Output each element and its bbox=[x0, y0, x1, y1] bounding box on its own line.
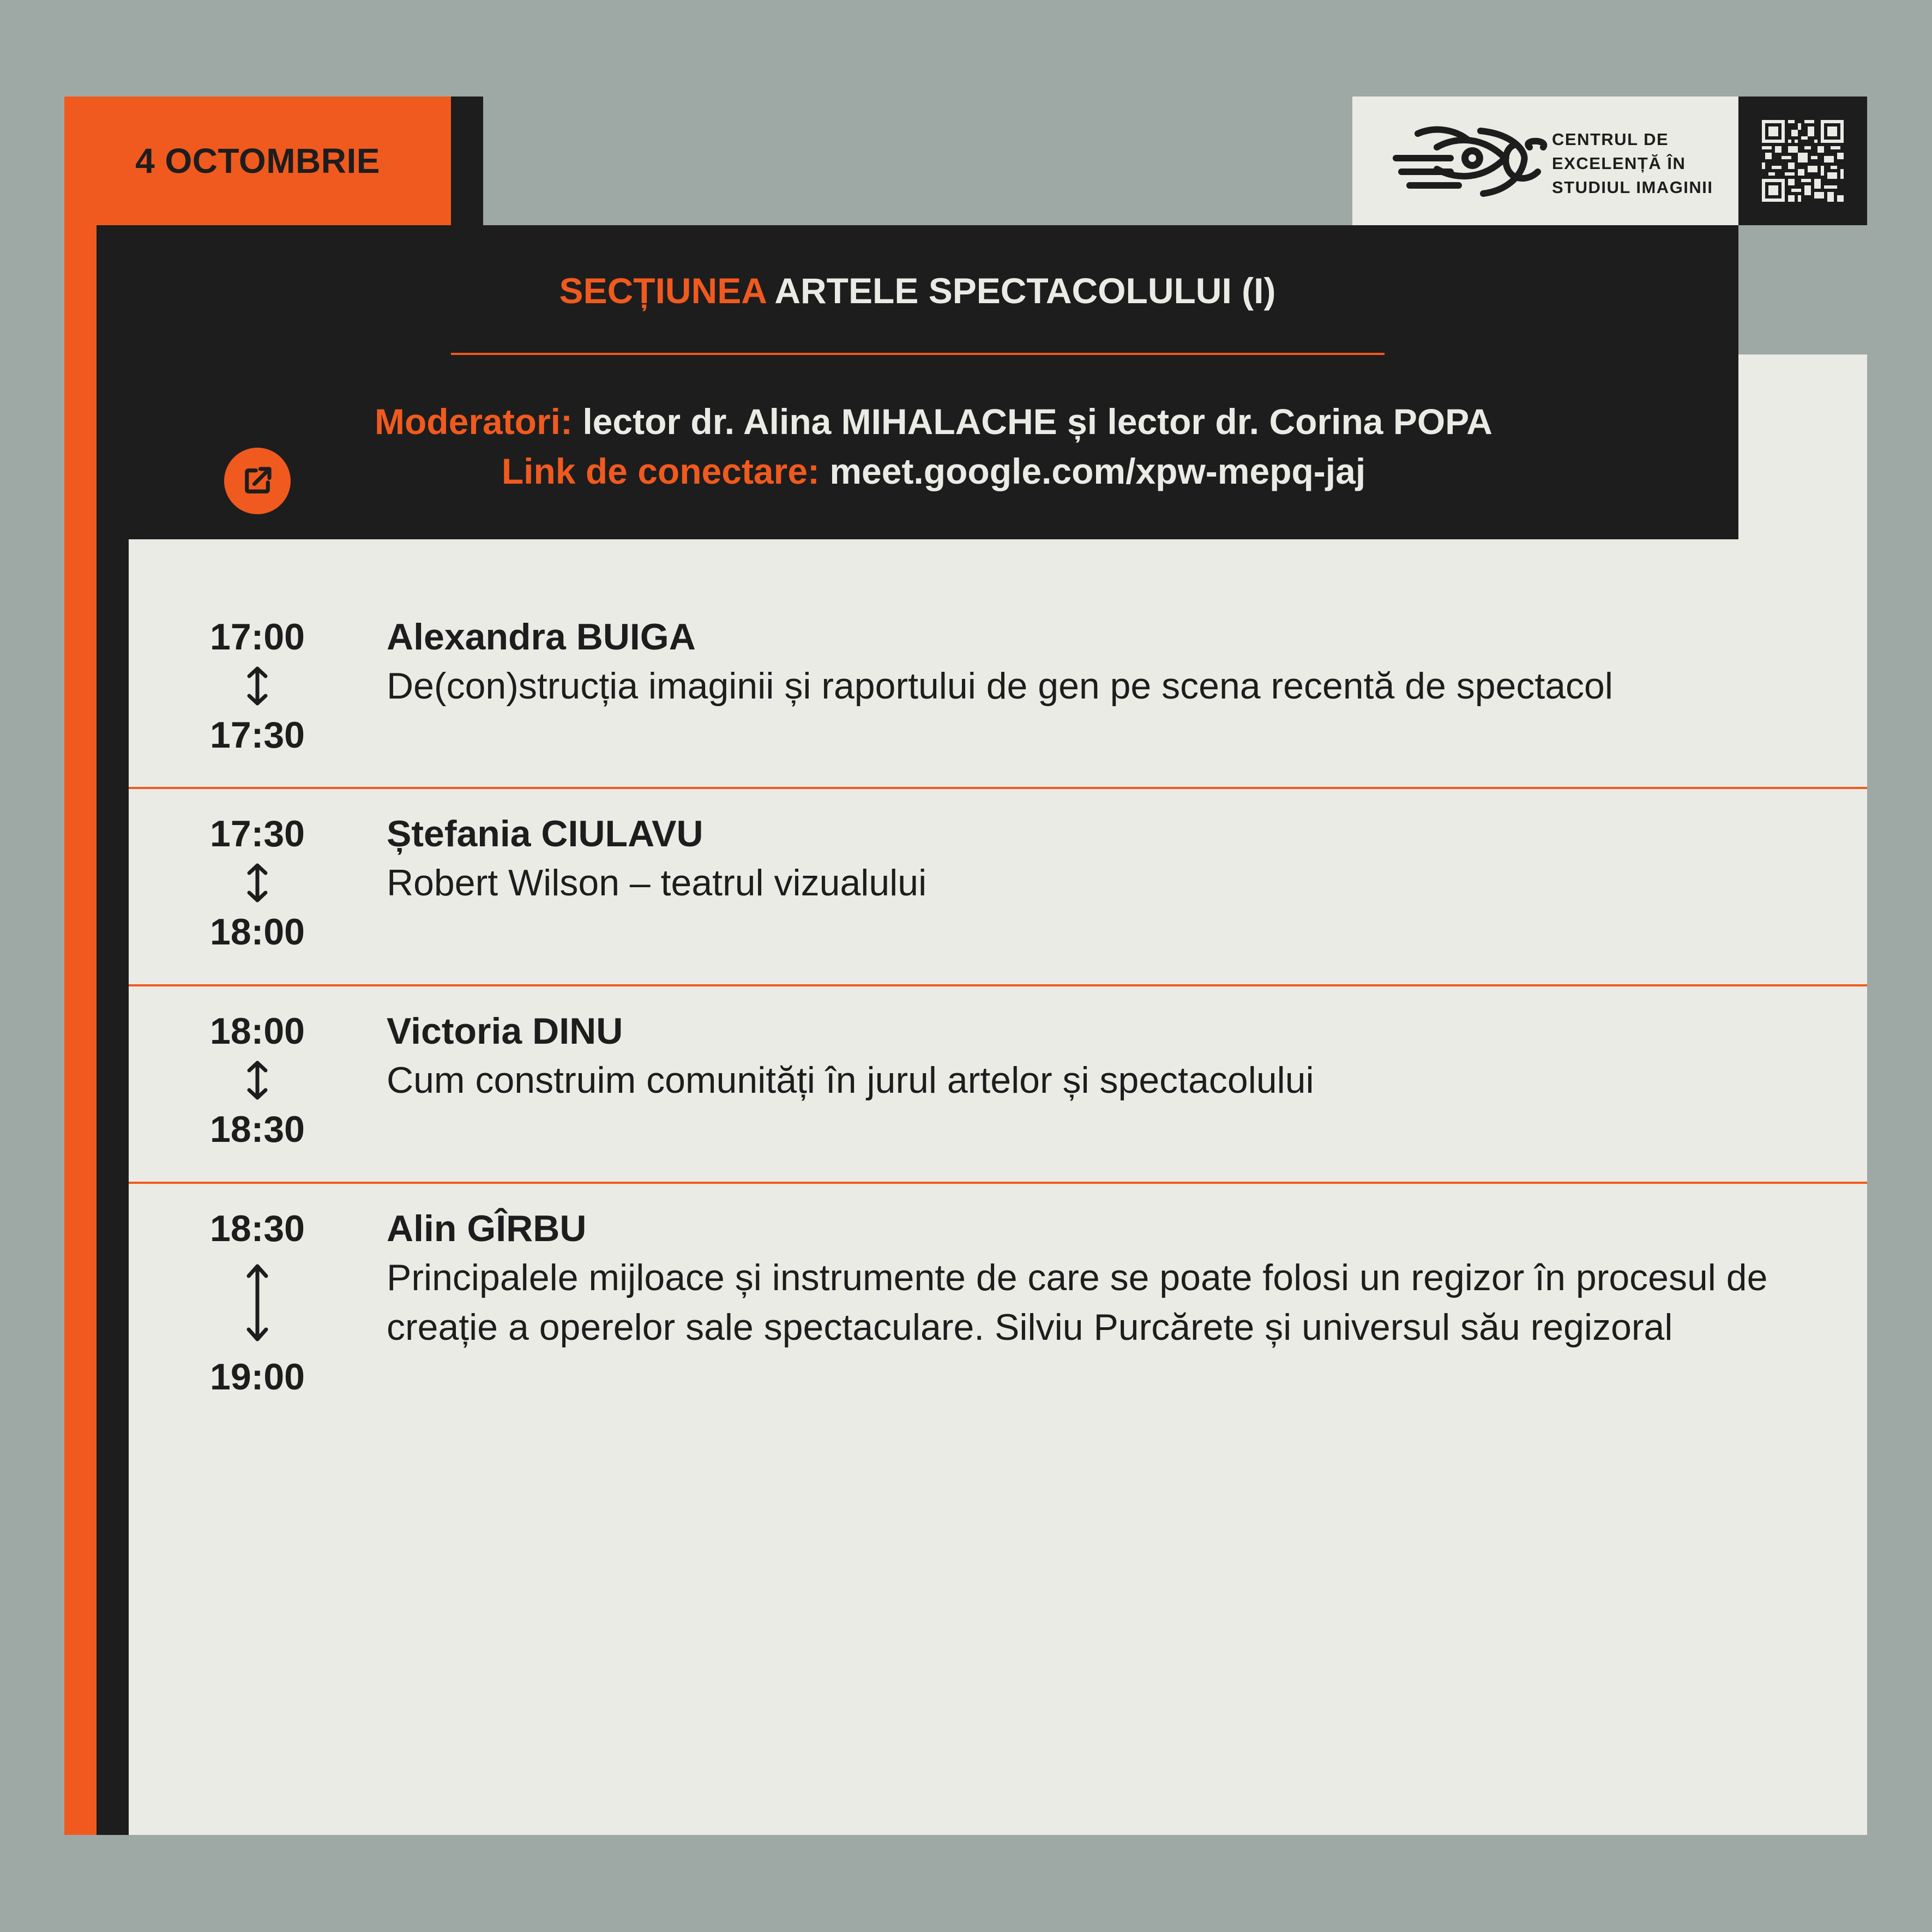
talk-title: Cum construim comunități în jurul artelor și spectacolului bbox=[387, 1060, 1314, 1101]
logo-line: EXCELENȚĂ ÎN bbox=[1552, 154, 1686, 173]
qr-code-icon bbox=[1762, 120, 1844, 202]
speaker-name: Ștefania CIULAVU bbox=[387, 813, 703, 854]
start-time: 17:00 bbox=[210, 616, 305, 658]
moderators-value: lector dr. Alina MIHALACHE și lector dr. Corina POPA bbox=[582, 401, 1492, 442]
end-time: 18:30 bbox=[210, 1109, 305, 1150]
end-time: 19:00 bbox=[210, 1356, 305, 1398]
talk-info bbox=[387, 809, 1780, 908]
time-range bbox=[183, 809, 332, 956]
talk-info bbox=[387, 1204, 1780, 1352]
talk-title: De(con)strucția imaginii și raportului de gen pe scena recentă de spectacol bbox=[387, 665, 1613, 707]
logo-line: CENTRUL DE bbox=[1552, 130, 1669, 149]
date-tab bbox=[64, 97, 451, 225]
link-label: Link de conectare: bbox=[501, 451, 820, 491]
long-double-arrow-icon bbox=[183, 1253, 332, 1352]
time-range bbox=[183, 1007, 332, 1154]
date-label: 4 OCTOMBRIE bbox=[135, 141, 380, 180]
talk-info bbox=[387, 612, 1780, 711]
short-double-arrow-icon bbox=[183, 1056, 332, 1105]
section-prefix: SECȚIUNEA bbox=[559, 270, 766, 311]
row-divider bbox=[129, 787, 1867, 789]
row-divider bbox=[129, 984, 1867, 986]
dark-notch bbox=[451, 97, 483, 225]
header-divider bbox=[451, 353, 1385, 355]
time-range bbox=[183, 1204, 332, 1401]
end-time: 17:30 bbox=[210, 714, 305, 756]
logo-line: STUDIUL IMAGINII bbox=[1552, 178, 1713, 197]
end-time: 18:00 bbox=[210, 911, 305, 953]
meeting-link[interactable]: meet.google.com/xpw-mepq-jaj bbox=[829, 451, 1366, 491]
start-time: 17:30 bbox=[210, 813, 305, 854]
speaker-name: Victoria DINU bbox=[387, 1010, 623, 1052]
section-title bbox=[97, 270, 1738, 311]
orange-side-strip bbox=[64, 97, 97, 1835]
start-time: 18:30 bbox=[210, 1208, 305, 1249]
row-divider bbox=[129, 1182, 1867, 1184]
talk-title: Robert Wilson – teatrul vizualului bbox=[387, 862, 927, 904]
talk-title: Principalele mijloace și instrumente de care se poate folosi un regizor în procesul de creație a operelor sale spectaculare. Silviu Purcărete și universul său regizoral bbox=[387, 1257, 1768, 1348]
moderators-line bbox=[129, 401, 1738, 442]
qr-code bbox=[1738, 97, 1867, 225]
moderators-label: Moderatori: bbox=[375, 401, 573, 442]
short-double-arrow-icon bbox=[183, 858, 332, 907]
link-line bbox=[129, 450, 1738, 492]
section-name: ARTELE SPECTACOLULUI (I) bbox=[774, 270, 1276, 311]
start-time: 18:00 bbox=[210, 1010, 305, 1052]
eye-hand-logo-icon bbox=[1385, 117, 1549, 204]
logo-text bbox=[1552, 128, 1713, 200]
talk-info bbox=[387, 1007, 1780, 1105]
speaker-name: Alin GÎRBU bbox=[387, 1208, 587, 1249]
speaker-name: Alexandra BUIGA bbox=[387, 616, 696, 658]
time-range bbox=[183, 612, 332, 760]
short-double-arrow-icon bbox=[183, 661, 332, 711]
